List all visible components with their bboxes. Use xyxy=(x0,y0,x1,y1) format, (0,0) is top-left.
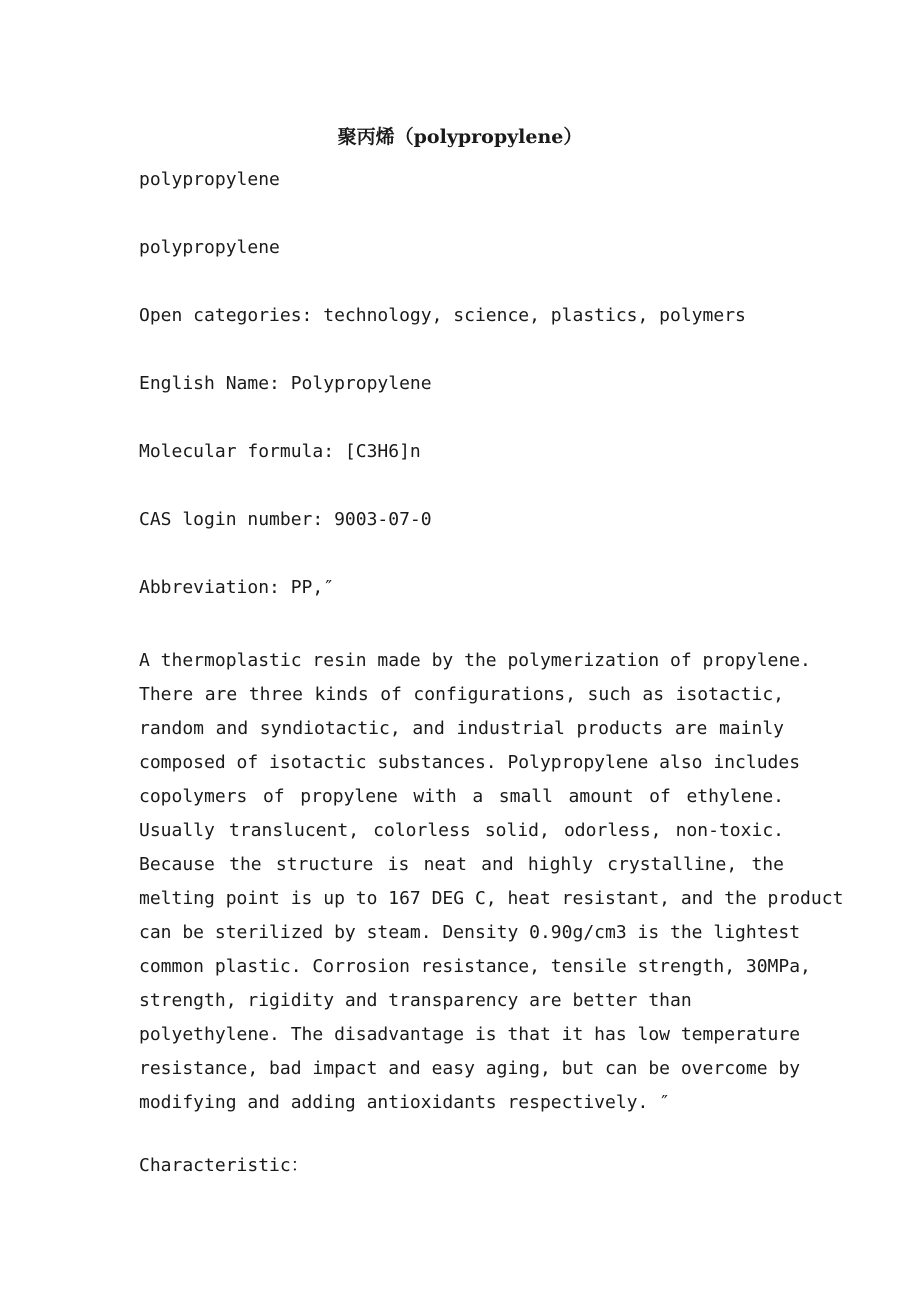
paragraph-line: melting point is up to 167 DEG C, heat resistant, and the product xyxy=(139,888,844,909)
description-paragraph xyxy=(139,644,844,1120)
paragraph-line: composed of isotactic substances. Polypropylene also includes xyxy=(139,752,801,773)
paragraph-line: copolymers of propylene with a small amount of ethylene. xyxy=(139,786,784,807)
paragraph-line: random and syndiotactic, and industrial products are mainly xyxy=(139,718,784,739)
paragraph-line: strength, rigidity and transparency are better than xyxy=(139,990,692,1011)
paragraph-line: can be sterilized by steam. Density 0.90g/cm3 is the lightest xyxy=(139,922,801,943)
characteristic-heading: Characteristic： xyxy=(139,1155,309,1176)
name-line-1: polypropylene xyxy=(139,169,280,190)
paragraph-line: common plastic. Corrosion resistance, tensile strength, 30MPa, xyxy=(139,956,811,977)
paragraph-line: There are three kinds of configurations, such as isotactic, xyxy=(139,684,784,705)
open-categories-line: Open categories: technology, science, plastics, polymers xyxy=(139,305,746,326)
paragraph-line: polyethylene. The disadvantage is that it has low temperature xyxy=(139,1024,801,1045)
paragraph-line: resistance, bad impact and easy aging, but can be overcome by xyxy=(139,1058,801,1079)
name-line-2: polypropylene xyxy=(139,237,280,258)
paragraph-line: A thermoplastic resin made by the polymerization of propylene. xyxy=(139,650,811,671)
molecular-formula-line: Molecular formula: [C3H6]n xyxy=(139,441,421,462)
paragraph-line: modifying and adding antioxidants respectively. ″ xyxy=(139,1092,671,1113)
paragraph-line: Because the structure is neat and highly crystalline, the xyxy=(139,854,784,875)
page-title: 聚丙烯（polypropylene） xyxy=(337,126,583,148)
english-name-line: English Name: Polypropylene xyxy=(139,373,432,394)
abbreviation-line: Abbreviation: PP,″ xyxy=(139,577,335,598)
cas-number-line: CAS login number: 9003-07-0 xyxy=(139,509,432,530)
paragraph-line: Usually translucent, colorless solid, odorless, non-toxic. xyxy=(139,820,784,841)
